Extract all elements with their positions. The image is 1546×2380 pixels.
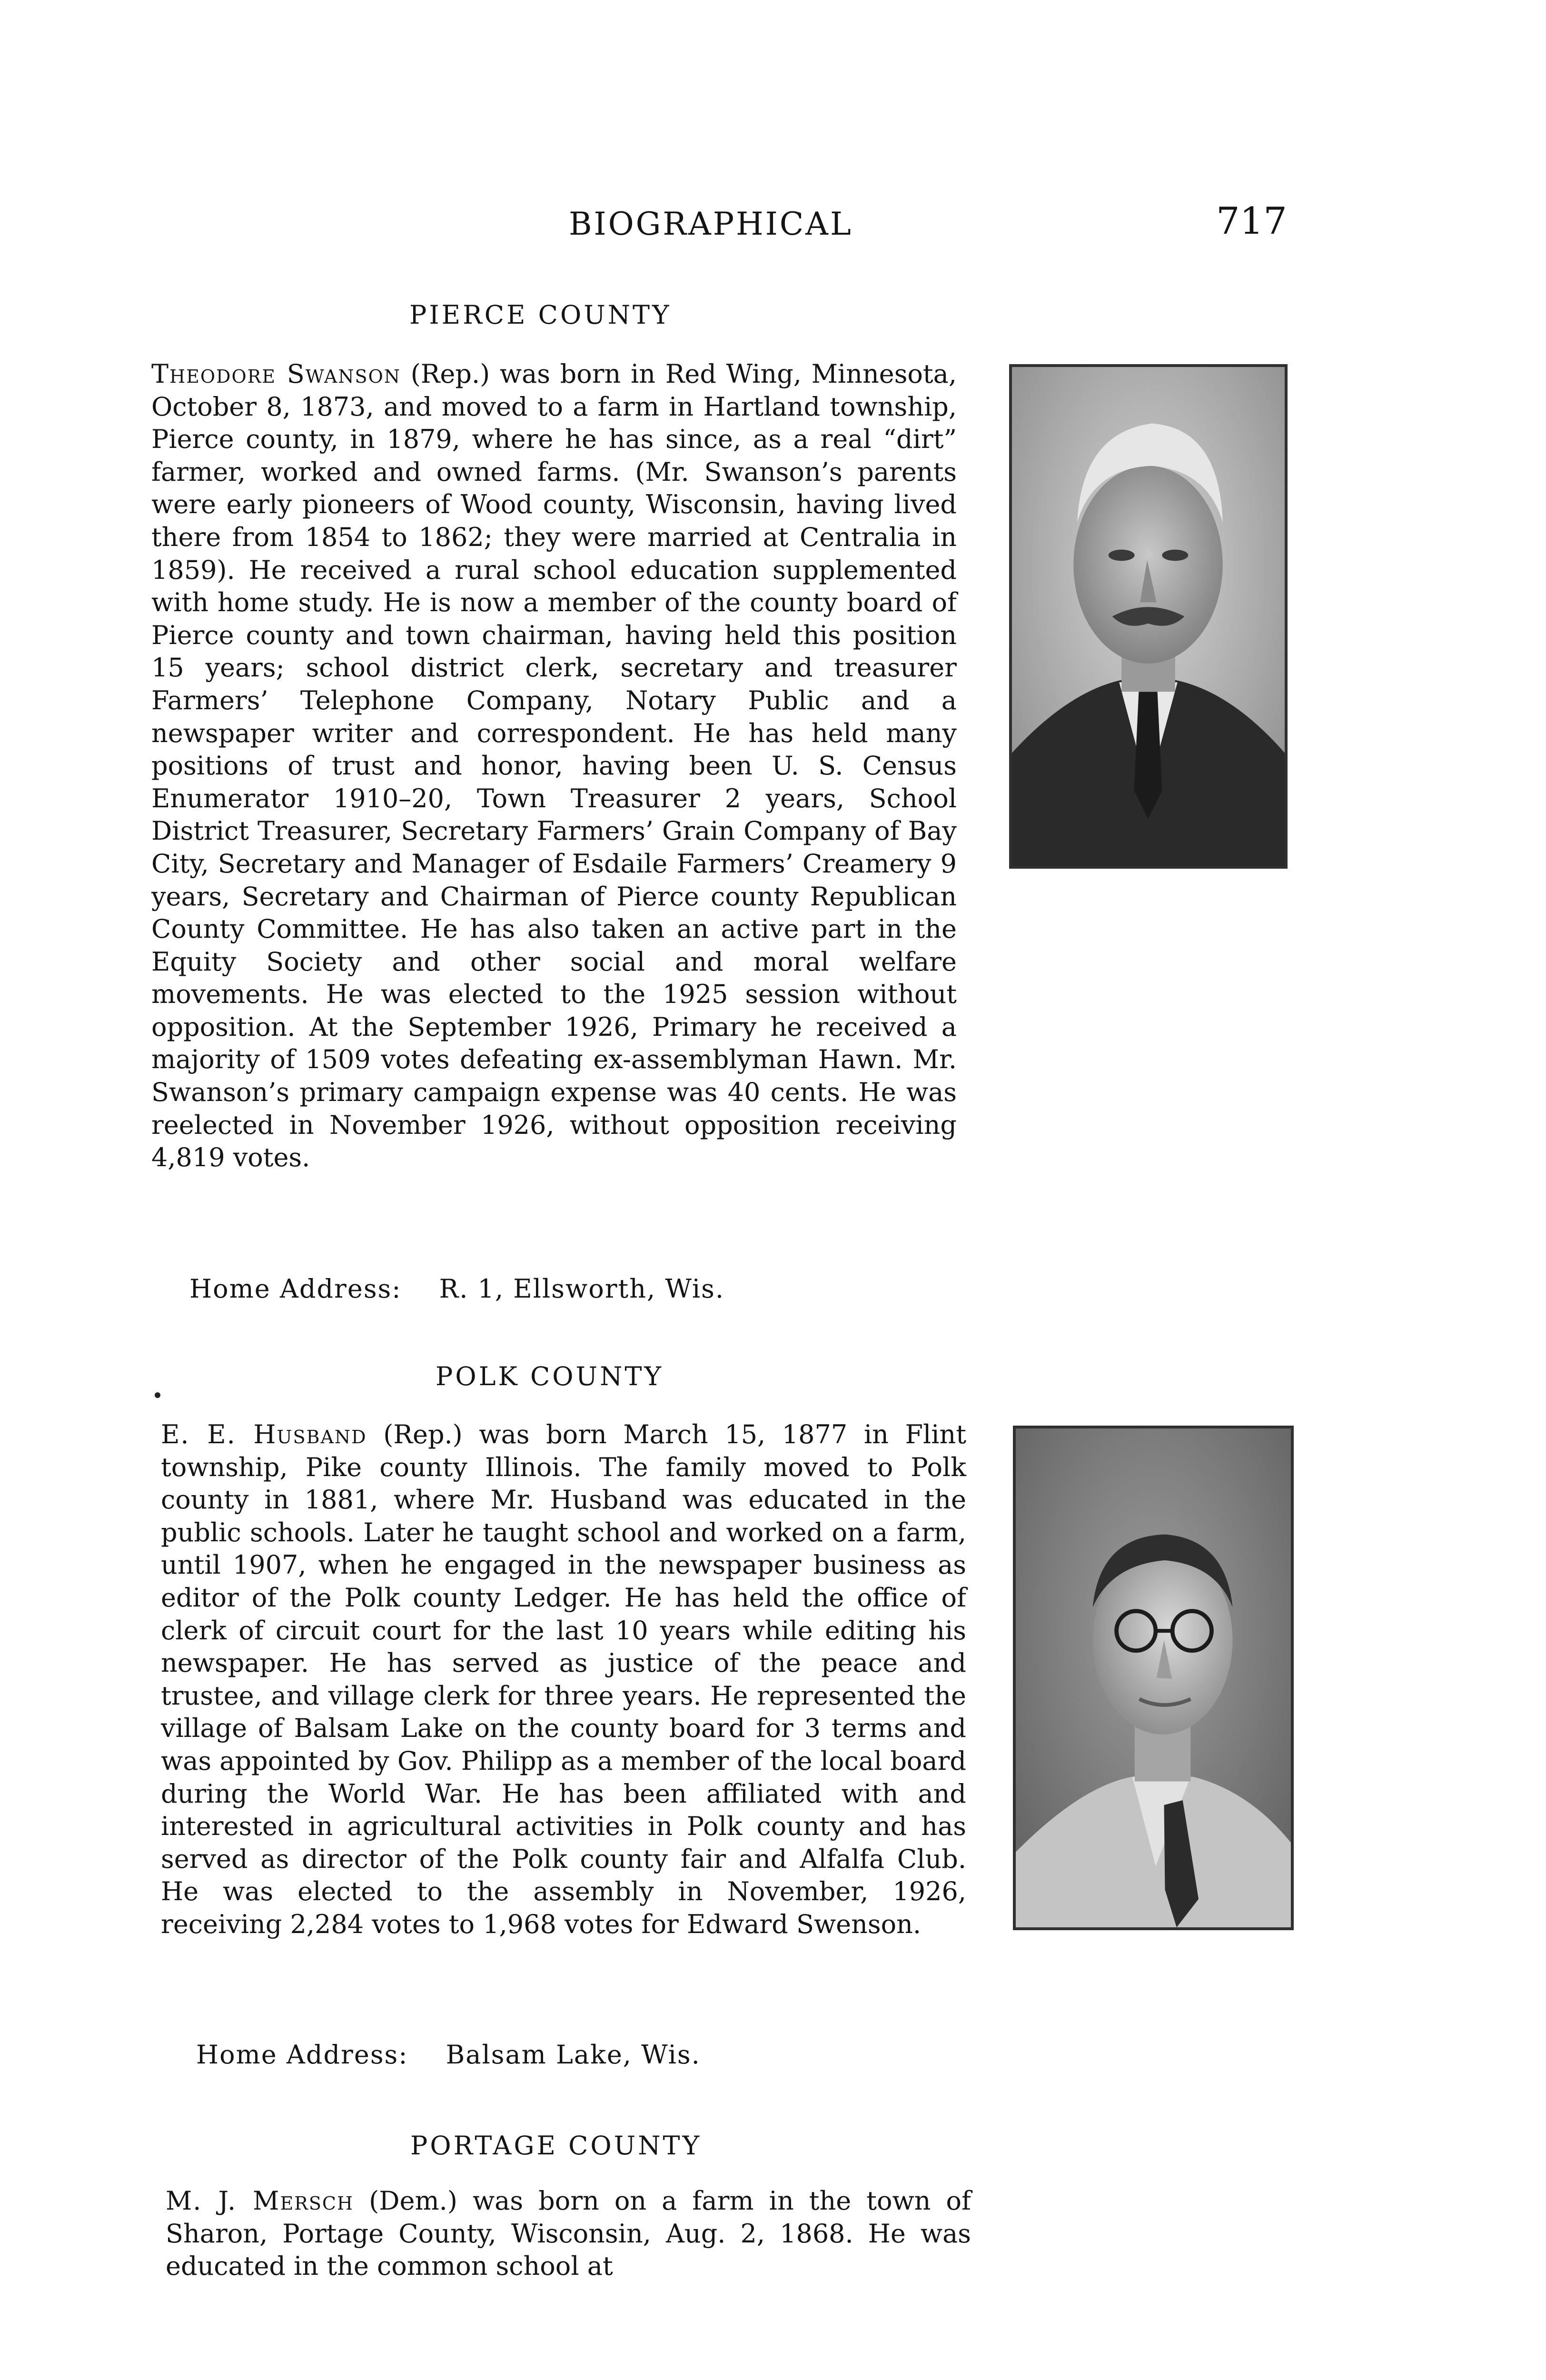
biography-text: was born in Red Wing, Minnesota, October 8, 1873, and moved to a farm in Hartland township, Pierce county, in 1879, where he has since, as a real “dirt” farmer, worked and owned farms. (Mr. Swanson’s parents were early pioneers of Wood county, Wisconsin, having lived there from 1854 to 1862; they were married at Centralia in 1859). He received a rural school education supplemented with home study. He is now a member of the county board of Pierce county and town chairman, having held this position 15 years; school district clerk, secretary and treasurer Farmers’ Telephone Company, Notary Public and a newspaper writer and correspondent. He has held many positions of trust and honor, having been U. S. Census Enumerator 1910–20, Town Treasurer 2 years, School District Treasurer, Secretary Farmers’ Grain Company of Bay City, Secretary and Manager of Esdaile Farmers’ Creamery 9 years, Secretary and Chairman of Pierce county Republican County Committee. He has also taken an active part in the Equity Society and other social and moral welfare movements. He was elected to the 1925 session without opposition. At the September 1926, Primary he received a majority of 1509 votes defeating ex-assemblyman Hawn. Mr. Swanson’s primary campaign expense was 40 cents. He was reelected in November 1926, without opposition receiving 4,819 votes. (151, 359, 957, 1173)
page-number: 717 (1216, 200, 1287, 243)
biography-text: was born on a farm in the town of Sharon, Portage County, Wisconsin, Aug. 2, 1868. He was educated in the common school at (166, 2186, 971, 2281)
home-address-label: Home Address: (196, 2040, 408, 2070)
party-affiliation: (Rep.) (383, 1419, 463, 1449)
biography-swanson (151, 358, 957, 1174)
party-affiliation: (Dem.) (369, 2186, 457, 2216)
print-fleck (155, 1392, 160, 1398)
home-address-swanson (189, 1274, 724, 1304)
home-address-value: R. 1, Ellsworth, Wis. (439, 1274, 725, 1304)
portrait-man-with-glasses-icon (1013, 1426, 1294, 1930)
home-address-value: Balsam Lake, Wis. (446, 2040, 701, 2070)
party-affiliation: (Rep.) (410, 359, 490, 389)
section-heading-pierce-county: PIERCE COUNTY (409, 300, 672, 330)
running-title: BIOGRAPHICAL (569, 206, 853, 242)
member-name: Theodore Swanson (151, 359, 401, 389)
biography-text: was born March 15, 1877 in Flint township, Pike county Illinois. The family moved to Polk county in 1881, where Mr. Husband was educated in the public schools. Later he taught school and worked on a farm, until 1907, when he engaged in the newspaper business as editor of the Polk county Ledger. He has held the office of clerk of circuit court for the last 10 years while editing his newspaper. He has served as justice of the peace and trustee, and village clerk for three years. He represented the village of Balsam Lake on the county board for 3 terms and was appointed by Gov. Philipp as a member of the local board during the World War. He has been affiliated with and interested in agricultural activities in Polk county and has served as director of the Polk county fair and Alfalfa Club. He was elected to the assembly in November, 1926, receiving 2,284 votes to 1,968 votes for Edward Swenson. (161, 1419, 967, 1939)
home-address-husband (196, 2040, 701, 2070)
section-heading-polk-county: POLK COUNTY (436, 1361, 664, 1391)
member-name: M. J. Mersch (166, 2186, 354, 2216)
section-heading-portage-county: PORTAGE COUNTY (410, 2131, 702, 2161)
home-address-label: Home Address: (189, 1274, 402, 1304)
biography-mersch (166, 2185, 971, 2283)
member-name: E. E. Husband (161, 1419, 367, 1449)
biography-husband (161, 1418, 966, 1941)
portrait-mustached-man-icon (1009, 364, 1288, 869)
